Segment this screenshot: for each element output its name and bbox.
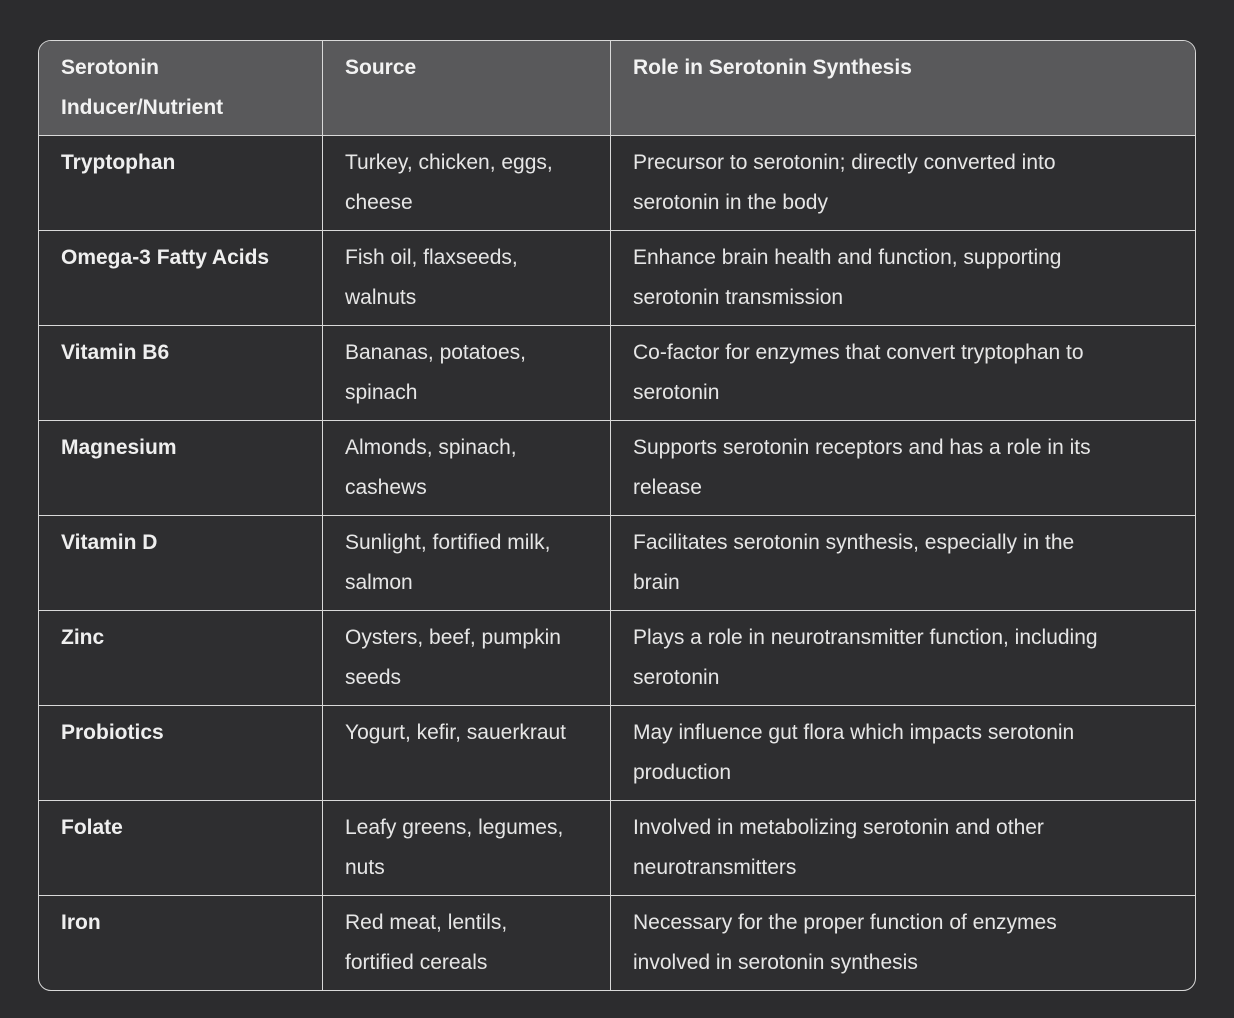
cell-source	[322, 135, 610, 230]
role-text: Involved in metabolizing serotonin and other neurotransmitters	[633, 816, 1044, 879]
nutrient-text: Probiotics	[61, 721, 164, 744]
serotonin-nutrient-table	[39, 41, 1195, 990]
cell-nutrient	[39, 325, 322, 420]
source-text: Red meat, lentils, fortified cereals	[345, 911, 508, 974]
table-row-omega3	[39, 230, 1195, 325]
cell-nutrient	[39, 420, 322, 515]
table-row-vitamin-b6	[39, 325, 1195, 420]
role-text: Supports serotonin receptors and has a role in its release	[633, 436, 1091, 499]
column-header-source-label: Source	[345, 56, 417, 79]
table-body	[39, 135, 1195, 990]
nutrient-text: Vitamin D	[61, 531, 158, 554]
cell-nutrient	[39, 705, 322, 800]
cell-source	[322, 325, 610, 420]
table-row-probiotics	[39, 705, 1195, 800]
source-text: Leafy greens, legumes, nuts	[345, 816, 564, 879]
column-header-role	[610, 41, 1195, 135]
role-text: Precursor to serotonin; directly converted into serotonin in the body	[633, 151, 1056, 214]
cell-role	[610, 895, 1195, 990]
table-row-zinc	[39, 610, 1195, 705]
table-row-tryptophan	[39, 135, 1195, 230]
table-header	[39, 41, 1195, 135]
nutrient-table-container	[38, 40, 1196, 991]
source-text: Almonds, spinach, cashews	[345, 436, 517, 499]
header-row	[39, 41, 1195, 135]
role-text: May influence gut flora which impacts serotonin production	[633, 721, 1075, 784]
cell-role	[610, 515, 1195, 610]
role-text: Enhance brain health and function, supporting serotonin transmission	[633, 246, 1062, 309]
source-text: Bananas, potatoes, spinach	[345, 341, 526, 404]
cell-source	[322, 610, 610, 705]
cell-source	[322, 800, 610, 895]
column-header-source	[322, 41, 610, 135]
cell-role	[610, 135, 1195, 230]
cell-nutrient	[39, 230, 322, 325]
cell-source	[322, 895, 610, 990]
table-row-magnesium	[39, 420, 1195, 515]
nutrient-text: Zinc	[61, 626, 105, 649]
cell-role	[610, 420, 1195, 515]
cell-source	[322, 705, 610, 800]
source-text: Oysters, beef, pumpkin seeds	[345, 626, 561, 689]
source-text: Fish oil, flaxseeds, walnuts	[345, 246, 518, 309]
role-text: Necessary for the proper function of enzymes involved in serotonin synthesis	[633, 911, 1057, 974]
cell-role	[610, 325, 1195, 420]
column-header-role-label: Role in Serotonin Synthesis	[633, 56, 912, 79]
nutrient-text: Tryptophan	[61, 151, 176, 174]
nutrient-text: Iron	[61, 911, 101, 934]
role-text: Co-factor for enzymes that convert tryptophan to serotonin	[633, 341, 1084, 404]
nutrient-text: Magnesium	[61, 436, 177, 459]
cell-role	[610, 610, 1195, 705]
nutrient-text: Folate	[61, 816, 123, 839]
cell-nutrient	[39, 610, 322, 705]
role-text: Plays a role in neurotransmitter function, including serotonin	[633, 626, 1098, 689]
cell-nutrient	[39, 800, 322, 895]
source-text: Turkey, chicken, eggs, cheese	[345, 151, 553, 214]
cell-nutrient	[39, 515, 322, 610]
source-text: Yogurt, kefir, sauerkraut	[345, 721, 567, 744]
table-row-iron	[39, 895, 1195, 990]
cell-source	[322, 515, 610, 610]
role-text: Facilitates serotonin synthesis, especially in the brain	[633, 531, 1075, 594]
nutrient-text: Omega-3 Fatty Acids	[61, 246, 270, 269]
nutrient-text: Vitamin B6	[61, 341, 170, 364]
table-row-folate	[39, 800, 1195, 895]
cell-source	[322, 230, 610, 325]
cell-nutrient	[39, 135, 322, 230]
cell-role	[610, 800, 1195, 895]
cell-nutrient	[39, 895, 322, 990]
source-text: Sunlight, fortified milk, salmon	[345, 531, 551, 594]
column-header-nutrient	[39, 41, 322, 135]
cell-role	[610, 230, 1195, 325]
cell-role	[610, 705, 1195, 800]
table-row-vitamin-d	[39, 515, 1195, 610]
cell-source	[322, 420, 610, 515]
column-header-nutrient-label: Serotonin Inducer/Nutrient	[61, 56, 224, 119]
